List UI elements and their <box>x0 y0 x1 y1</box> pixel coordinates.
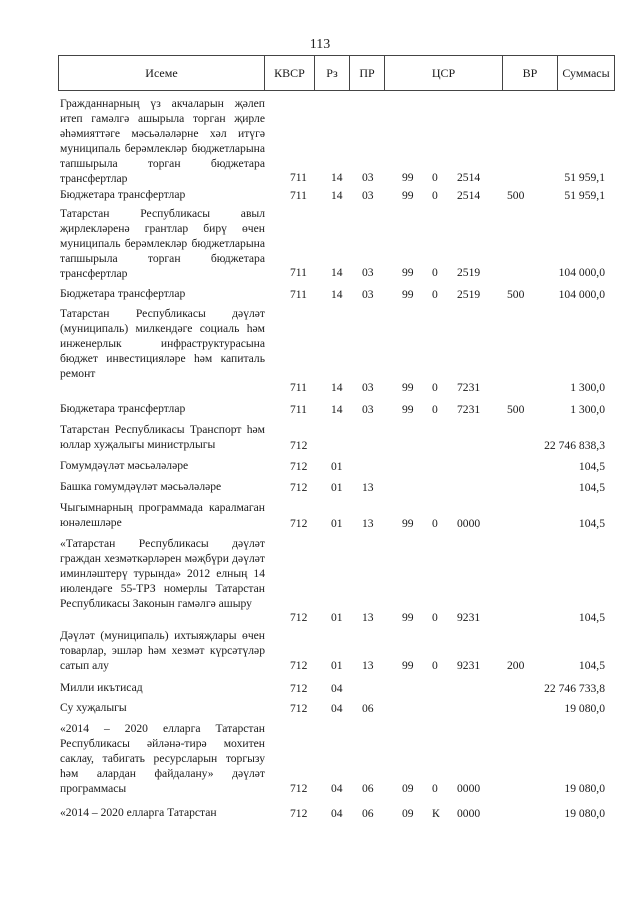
row-csr-program: 09 <box>402 782 414 796</box>
row-kvsr: 712 <box>290 807 308 821</box>
row-pr: 03 <box>362 403 374 417</box>
row-pr: 06 <box>362 702 374 716</box>
row-rz: 01 <box>331 611 343 625</box>
row-csr-subprogram: 0 <box>432 517 438 531</box>
row-rz: 14 <box>331 381 343 395</box>
row-name: «Татарстан Республикасы дәүләт граждан хезмәткәрләрен мәҗбүри дәүләт иминләштерү турында» 2012 елның 14 июлендәге 55-ТРЗ номерлы Татарстан Республикасы Законын гамәлгә ашыру <box>60 537 265 610</box>
table-row <box>60 402 615 418</box>
table-row <box>60 97 615 186</box>
row-sum: 104 000,0 <box>558 288 605 302</box>
row-sum: 19 080,0 <box>564 782 605 796</box>
table-row <box>60 287 615 303</box>
row-csr-direction: 9231 <box>457 659 481 673</box>
table-row <box>60 501 615 532</box>
row-rz: 04 <box>331 782 343 796</box>
row-name: Гомумдәүләт мәсьәләләре <box>60 459 189 472</box>
row-csr-direction: 2519 <box>457 266 481 280</box>
row-rz: 14 <box>331 266 343 280</box>
row-pr: 03 <box>362 266 374 280</box>
row-csr-program: 99 <box>402 517 414 531</box>
row-sum: 1 300,0 <box>570 381 605 395</box>
row-rz: 01 <box>331 517 343 531</box>
header-vr: ВР <box>503 56 558 90</box>
row-csr-direction: 7231 <box>457 403 481 417</box>
row-name: Милли икътисад <box>60 681 143 694</box>
row-csr-direction: 9231 <box>457 611 481 625</box>
row-name: «2014 – 2020 елларга Татарстан <box>60 806 217 819</box>
row-vr: 500 <box>507 189 525 203</box>
row-csr-subprogram: К <box>432 807 440 821</box>
row-csr-direction: 2519 <box>457 288 481 302</box>
header-csr: ЦСР <box>385 56 503 90</box>
row-kvsr: 712 <box>290 460 308 474</box>
row-pr: 03 <box>362 288 374 302</box>
row-pr: 06 <box>362 807 374 821</box>
row-csr-direction: 0000 <box>457 807 481 821</box>
row-pr: 03 <box>362 189 374 203</box>
table-row <box>60 629 615 674</box>
row-csr-subprogram: 0 <box>432 171 438 185</box>
row-name: Бюджетара трансфертлар <box>60 188 186 201</box>
table-row <box>60 722 615 797</box>
row-csr-direction: 0000 <box>457 782 481 796</box>
row-pr: 03 <box>362 171 374 185</box>
row-rz: 14 <box>331 171 343 185</box>
row-kvsr: 711 <box>290 171 307 185</box>
row-csr-program: 99 <box>402 171 414 185</box>
row-csr-program: 99 <box>402 659 414 673</box>
table-row <box>60 480 615 496</box>
row-sum: 104,5 <box>578 659 605 673</box>
row-sum: 104,5 <box>578 481 605 495</box>
table-header <box>58 55 615 91</box>
row-csr-subprogram: 0 <box>432 266 438 280</box>
row-sum: 104,5 <box>578 460 605 474</box>
row-name: Дәүләт (муниципаль) ихтыяҗлары өчен товарлар, эшләр һәм хезмәт күрсәтүләр сатып алу <box>60 629 265 672</box>
header-kvsr: КВСР <box>265 56 315 90</box>
row-sum: 51 959,1 <box>564 171 605 185</box>
row-pr: 13 <box>362 659 374 673</box>
row-csr-direction: 2514 <box>457 189 481 203</box>
row-kvsr: 711 <box>290 403 307 417</box>
row-csr-direction: 0000 <box>457 517 481 531</box>
row-csr-subprogram: 0 <box>432 403 438 417</box>
row-kvsr: 712 <box>290 702 308 716</box>
row-kvsr: 712 <box>290 481 308 495</box>
row-csr-subprogram: 0 <box>432 659 438 673</box>
table-row <box>60 188 615 204</box>
row-pr: 13 <box>362 481 374 495</box>
row-kvsr: 711 <box>290 381 307 395</box>
row-rz: 01 <box>331 659 343 673</box>
row-sum: 104 000,0 <box>558 266 605 280</box>
row-kvsr: 711 <box>290 288 307 302</box>
row-rz: 04 <box>331 702 343 716</box>
table-row <box>60 307 615 396</box>
row-vr: 200 <box>507 659 525 673</box>
page-number: 113 <box>309 37 331 52</box>
row-sum: 1 300,0 <box>570 403 605 417</box>
row-name: Гражданнарның үз акчаларын җәлеп итеп гамәлгә ашырыла торган җирле әһәмияттәге мәсьәләләрне хәл итүгә муниципаль берәмлекләр бюджетларына тапшырыла торган бюджетара трансфертлар <box>60 97 265 185</box>
row-rz: 04 <box>331 682 343 696</box>
row-csr-direction: 7231 <box>457 381 481 395</box>
row-csr-subprogram: 0 <box>432 611 438 625</box>
row-rz: 01 <box>331 481 343 495</box>
row-kvsr: 711 <box>290 266 307 280</box>
row-pr: 03 <box>362 381 374 395</box>
row-rz: 14 <box>331 189 343 203</box>
row-name: Татарстан Республикасы Транспорт һәм юллар хуҗалыгы министрлыгы <box>60 423 265 451</box>
table-row <box>60 459 615 475</box>
row-csr-subprogram: 0 <box>432 782 438 796</box>
row-csr-subprogram: 0 <box>432 288 438 302</box>
row-csr-subprogram: 0 <box>432 189 438 203</box>
header-sum: Суммасы <box>562 65 610 80</box>
row-rz: 01 <box>331 460 343 474</box>
row-name: Татарстан Республикасы авыл җирлекләренә грантлар бирү өчен муниципаль берәмлекләр бюджетларына тапшырыла торган бюджетара трансфертлар <box>60 207 265 280</box>
row-kvsr: 711 <box>290 189 307 203</box>
row-pr: 13 <box>362 611 374 625</box>
row-rz: 14 <box>331 403 343 417</box>
table-row <box>60 207 615 281</box>
row-csr-program: 99 <box>402 288 414 302</box>
row-csr-program: 09 <box>402 807 414 821</box>
row-name: «2014 – 2020 елларга Татарстан Республикасы әйләнә-тирә мохитен саклау, табигать ресурсларын торгызу һәм алардан файдалану» дәүләт программасы <box>60 722 265 795</box>
row-pr: 13 <box>362 517 374 531</box>
row-kvsr: 712 <box>290 782 308 796</box>
table-row <box>60 681 615 697</box>
row-kvsr: 712 <box>290 682 308 696</box>
row-sum: 22 746 838,3 <box>544 439 605 453</box>
row-name: Бюджетара трансфертлар <box>60 402 186 415</box>
row-kvsr: 712 <box>290 611 308 625</box>
row-name: Башка гомумдәүләт мәсьәләләре <box>60 480 222 493</box>
row-sum: 51 959,1 <box>564 189 605 203</box>
row-kvsr: 712 <box>290 439 308 453</box>
row-kvsr: 712 <box>290 517 308 531</box>
row-csr-program: 99 <box>402 189 414 203</box>
row-name: Татарстан Республикасы дәүләт (муниципаль) милкендәге социаль һәм инженерлык инфраструктурасына бюджет инвестицияләре һәм капиталь ремонт <box>60 307 265 380</box>
row-sum: 19 080,0 <box>564 807 605 821</box>
header-pr: ПР <box>350 56 385 90</box>
row-csr-subprogram: 0 <box>432 381 438 395</box>
row-csr-direction: 2514 <box>457 171 481 185</box>
row-name: Чыгымнарның программада каралмаган юнәлешләре <box>60 501 265 529</box>
row-csr-program: 99 <box>402 266 414 280</box>
row-csr-program: 99 <box>402 381 414 395</box>
header-name: Исеме <box>59 56 265 90</box>
table-row <box>60 701 615 717</box>
row-sum: 19 080,0 <box>564 702 605 716</box>
row-pr: 06 <box>362 782 374 796</box>
row-name: Су хуҗалыгы <box>60 701 127 714</box>
row-name: Бюджетара трансфертлар <box>60 287 186 300</box>
row-csr-program: 99 <box>402 611 414 625</box>
row-rz: 04 <box>331 807 343 821</box>
table-row <box>60 423 615 454</box>
table-row <box>60 537 615 626</box>
row-kvsr: 712 <box>290 659 308 673</box>
header-rz: Рз <box>315 56 350 90</box>
row-sum: 104,5 <box>578 517 605 531</box>
row-csr-program: 99 <box>402 403 414 417</box>
row-sum: 22 746 733,8 <box>544 682 605 696</box>
row-sum: 104,5 <box>578 611 605 625</box>
row-vr: 500 <box>507 288 525 302</box>
row-rz: 14 <box>331 288 343 302</box>
table-row <box>60 806 615 822</box>
row-vr: 500 <box>507 403 525 417</box>
